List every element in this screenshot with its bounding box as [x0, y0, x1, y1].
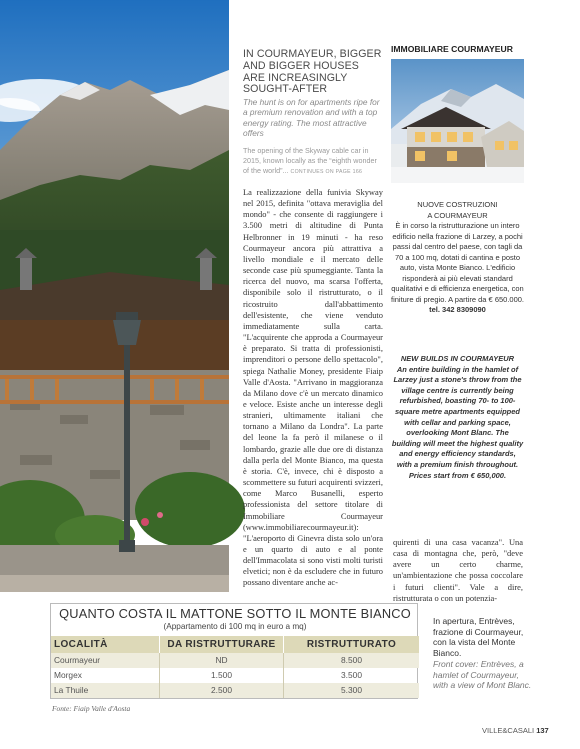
article-body-column-1: La realizzazione della funivia Skyway nel 2015, definita "ottava meraviglia del mondo" - che consente di raggiungere i 3.500 metri di altitudine di Punta Helbronner in 19 minuti - ha reso Courmayeur ancora più attrattiva a livello mondiale e il mercato delle seconde case più spumeggiante. Tanta la ricerca del nuovo, ma scarsa l'offerta, disponibile solo il ristrutturato, o il ricostruito dall'abbattimento dell'esistente, che viene venduto immediatamente sulla carta. "L'acquirente che approda a Courmayeur è preparato. Si tratta di professionisti, imprenditori o persone dello spettacolo", spiega Nathalie Money, presidente Fiaip Valle d'Aosta. "Arrivano in maggioranza da Milano dove c'è un mercato dinamico e veloce. Esiste anche un interesse degli stranieri, ultimamente italiani che tornano a Milano da Londra". La parte del leone la fa però il milanese o il lombardo, grazie alle due ore di distanza dalla perla del Monte Bianco, ma questa è storia. C'è, invece, chi è disposto a scommettere su futuri acquirenti svizzeri, come Marco Busanelli, esperto professionista del settore titolare di Immobiliare Courmayeur (www.immobiliarecourmayeur.it): "L'aeroporto di Ginevra dista solo un'ora e un quarto di auto e al ponte dell'Immacolata si sono visti molti turisti elvetici; non è da escludere che in futuro possano diventare anche ac- — [243, 187, 383, 588]
cell-renovated: 8.500 — [283, 653, 419, 668]
advert-telephone[interactable]: tel. 342 8309090 — [429, 305, 486, 315]
caption-english: Front cover: Entrèves, a hamlet of Courmayeur, with a view of Mont Blanc. — [433, 658, 532, 691]
advert-en-body: An entire building in the hamlet of Larzey just a stone's throw from the village centre is currently being refurbished, boasting 70- to 100-square metre apartments equipped with cellar and parking space, overlooking Mont Blanc. The building will meet the highest quality and energy efficiency standards, with a premium finish throughout. — [391, 364, 524, 469]
cell-location: Morgex — [54, 670, 82, 680]
magazine-name: VILLE&CASALI — [482, 726, 535, 735]
header-to-renovate: DA RISTRUTTURARE — [159, 636, 283, 653]
new-building-illustration — [391, 59, 524, 183]
price-table-header-row — [51, 636, 419, 653]
price-table — [50, 603, 418, 699]
advert-english-text — [391, 354, 524, 481]
table-row — [51, 683, 419, 698]
price-table-title: QUANTO COSTA IL MATTONE SOTTO IL MONTE BIANCO — [59, 606, 411, 621]
table-source: Fonte: Fiaip Valle d'Aosta — [52, 704, 131, 713]
cell-location: Courmayeur — [54, 655, 101, 665]
advert-it-heading-line-2: A COURMAYEUR — [427, 210, 488, 220]
article-headline: IN COURMAYEUR, BIGGER AND BIGGER HOUSES ARE INCREASINGLY SOUGHT-AFTER — [243, 48, 382, 96]
advert-immobiliare-courmayeur — [391, 44, 524, 518]
cell-to-renovate: ND — [159, 653, 283, 668]
advert-it-body: È in corso la ristrutturazione un intero edificio nella frazione di Larzey, a pochi passi dal centro del paese, con tagli da 70 a 100 mq, dotati di cantina e posto auto, vista Monte Bianco. L'edificio risponderà ai più elevati standard qualitativi e di efficienza energetica, con finiture di pregio. A partire da € 650.000. — [391, 221, 525, 304]
chalet-mountain-illustration — [0, 0, 229, 592]
advert-it-heading-line-1: NUOVE COSTRUZIONI — [417, 200, 498, 209]
advert-building-photo — [391, 59, 524, 183]
table-row — [51, 653, 419, 668]
cell-renovated: 5.300 — [283, 683, 419, 698]
article-english-teaser — [243, 146, 383, 178]
advert-italian-text — [391, 200, 524, 316]
english-teaser-text: The opening of the Skyway cable car in 2015, known locally as the “eighth wonder of the world”... — [243, 146, 377, 176]
article-intro: The hunt is on for apartments ripe for a premium renovation and with a top energy rating. The most attractive offers — [243, 97, 380, 138]
advert-en-price: Prices start from € 650,000. — [408, 470, 507, 480]
continues-link[interactable]: CONTINUES ON PAGE 166 — [290, 169, 363, 176]
cell-to-renovate: 1.500 — [159, 668, 283, 683]
price-table-subtitle: (Appartamento di 100 mq in euro a mq) — [163, 622, 307, 631]
cell-renovated: 3.500 — [283, 668, 419, 683]
table-row — [51, 668, 419, 683]
page-folio — [482, 726, 549, 735]
caption-italian: In apertura, Entrèves, frazione di Courmayeur, con la vista del Monte Bianco. — [433, 616, 524, 659]
article-body-column-2: quirenti di una casa vacanza". Una casa di montagna che, però, "deve avere un certo charme, un'ambientazione che possa coccolare i futuri clienti". Vale a dire, ristrutturata o con un potenzia- — [393, 537, 523, 603]
header-renovated: RISTRUTTURATO — [283, 636, 419, 653]
cell-location: La Thuile — [54, 685, 89, 695]
page-number: 137 — [536, 726, 549, 735]
chalet-mountain-photo — [0, 0, 229, 592]
advert-title: IMMOBILIARE COURMAYEUR — [391, 44, 513, 54]
advert-en-heading: NEW BUILDS IN COURMAYEUR — [400, 354, 515, 363]
header-location: LOCALITÀ — [54, 639, 108, 650]
photo-caption — [433, 616, 533, 691]
cell-to-renovate: 2.500 — [159, 683, 283, 698]
